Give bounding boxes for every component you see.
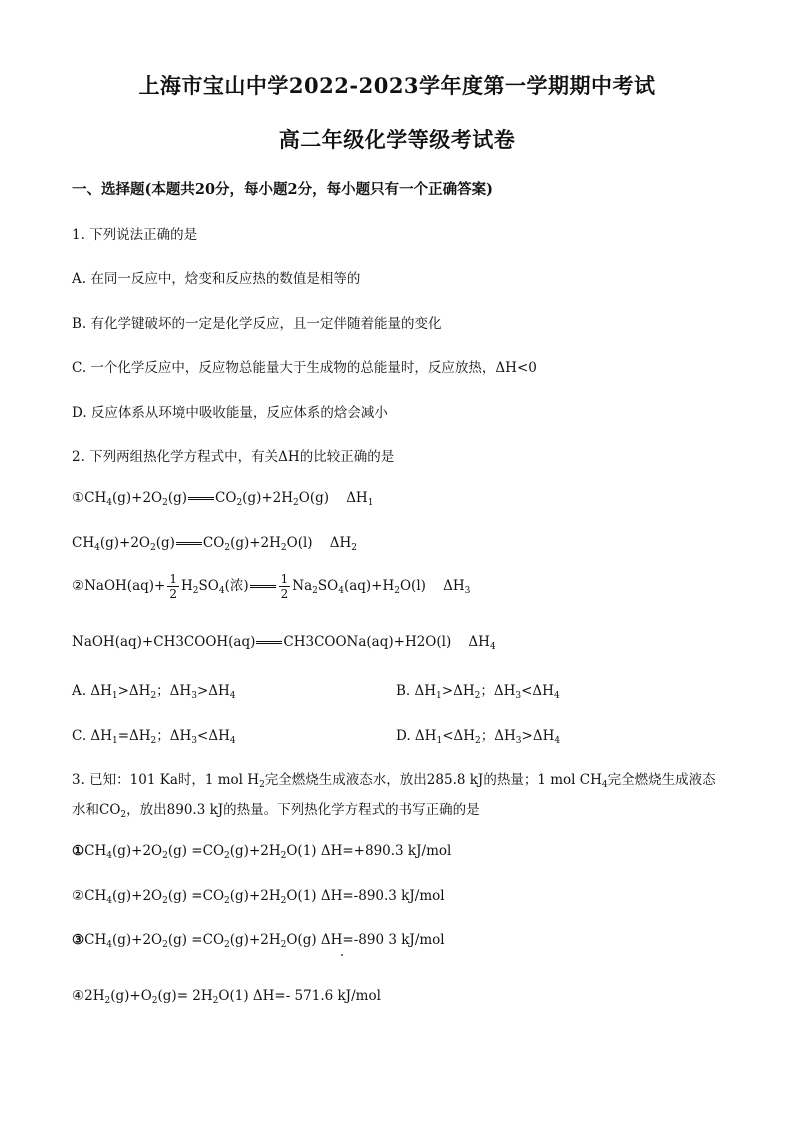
reaction-arrow (250, 585, 276, 588)
equation-1: $①CH_4(g)+2O_2(g)$ $CO_2(g)+2H_2O(g)$ $\Delta H_1$ (72, 490, 374, 508)
question-1-option-d: D. 反应体系从环境中吸收能量，反应体系的焓会减小 (72, 405, 388, 421)
reaction-arrow (256, 641, 282, 644)
equation-3: ②NaOH(aq)+ $\frac{1}{2}$ $H_2SO_4$(浓) $\frac{1}{2}$ $Na_2SO_4(aq)+H_2O(l)$ $\Delta H_3$ (72, 572, 471, 601)
stray-dot (341, 954, 343, 956)
eq-mark: ① (72, 490, 85, 506)
exam-subtitle: 高二年级化学等级考试卷 (278, 127, 516, 152)
question-2-option-d: D. $\Delta H_1<\Delta H_2$；$\Delta H_3>\Delta H_4$ (396, 728, 561, 746)
equation-4: NaOH(aq)+CH3COOH(aq) CH3COONa(aq)+H2O(l) $\Delta H_4$ (72, 634, 496, 652)
exam-title: 上海市宝山中学2022-2023学年度第一学期期中考试 (138, 73, 656, 98)
section-heading: 一、选择题(本题共20分，每小题2分，每小题只有一个正确答案) (72, 181, 493, 198)
reaction-arrow (176, 542, 202, 545)
eq-mark: ② (72, 578, 85, 594)
question-2-option-a: A. $\Delta H_1>\Delta H_2$；$\Delta H_3>\Delta H_4$ (72, 683, 236, 701)
question-2-option-b: B. $\Delta H_1>\Delta H_2$；$\Delta H_3<\Delta H_4$ (396, 683, 560, 701)
question-3-equation-2: $②CH_4(g)+2O_2(g) =CO_2(g)+2H_2O(1)$ ΔH=-890.3 kJ/mol (72, 888, 445, 906)
reaction-arrow (188, 497, 214, 500)
fraction: $\frac{1}{2}$ (169, 572, 177, 601)
question-1-option-c: C. 一个化学反应中，反应物总能量大于生成物的总能量时，反应放热，ΔH<0 (72, 360, 537, 376)
question-3-stem-line-1: 3. 已知：101 Ka时，1 mol $H_2$完全燃烧生成液态水，放出285.8 kJ的热量；1 mol $CH_4$完全燃烧生成液态 (72, 772, 716, 790)
question-1-option-b: B. 有化学键破坏的一定是化学反应，且一定伴随着能量的变化 (72, 316, 442, 332)
question-1-stem: 1. 下列说法正确的是 (72, 227, 198, 243)
question-3-equation-3: $③CH_4(g)+2O_2(g) =CO_2(g)+2H_2O(g)$ ΔH=-890 3 kJ/mol (72, 932, 445, 950)
question-3-equation-1: $①CH_4(g)+2O_2(g) =CO_2(g)+2H_2O(1)$ ΔH=+890.3 kJ/mol (72, 843, 452, 861)
question-3-equation-4: $④2H_2(g)+O_2(g)= 2H_2O(1)$ ΔH=- 571.6 kJ/mol (72, 988, 381, 1006)
question-2-stem: 2. 下列两组热化学方程式中，有关ΔH的比较正确的是 (72, 449, 395, 465)
question-1-option-a: A. 在同一反应中，焓变和反应热的数值是相等的 (72, 271, 361, 287)
question-2-option-c: C. $\Delta H_1=\Delta H_2$；$\Delta H_3<\Delta H_4$ (72, 728, 236, 746)
equation-2: $CH_4(g)+2O_2(g)$ $CO_2(g)+2H_2O(l)$ $\Delta H_2$ (72, 535, 358, 553)
question-3-stem-line-2: 水和$CO_2$，放出890.3 kJ的热量。下列热化学方程式的书写正确的是 (72, 802, 480, 820)
fraction: $\frac{1}{2}$ (280, 572, 289, 601)
